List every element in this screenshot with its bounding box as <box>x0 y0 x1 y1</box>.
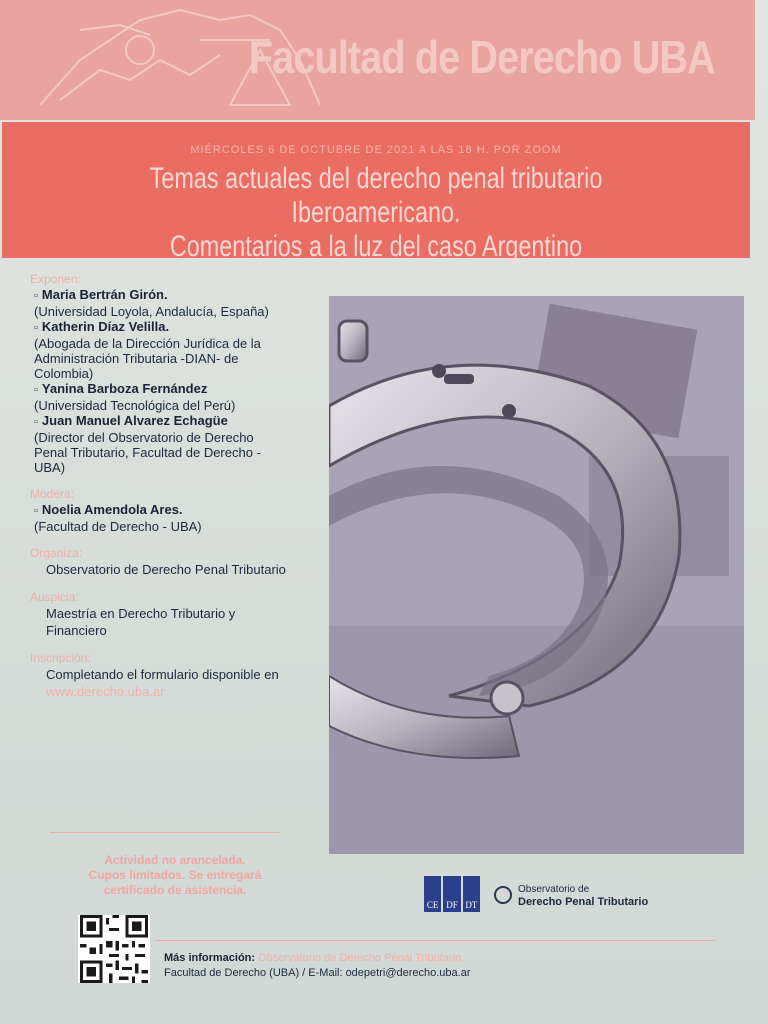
divider <box>155 940 715 941</box>
inscripcion-description: Completando el formulario disponible en <box>46 667 279 682</box>
event-title <box>84 162 667 264</box>
bullet-icon: ▫ <box>34 505 38 517</box>
notice-text <box>55 853 295 898</box>
event-title-line1: Temas actuales del derecho penal tributario Iberoamericano. <box>149 162 603 229</box>
speaker-affiliation: (Director del Observatorio de Derecho Penal Tributario, Facultad de Derecho - UBA) <box>34 430 261 475</box>
registration-link[interactable]: www.derecho.uba.ar <box>46 684 165 699</box>
observatorio-link[interactable]: Observatorio de Derecho Penal Tributario, <box>258 952 465 964</box>
exponen-label: Exponen: <box>30 272 81 286</box>
divider <box>50 832 280 833</box>
cedf-logo-block: DT <box>463 876 480 912</box>
observatorio-ring-icon <box>494 886 512 904</box>
notice-line: Actividad no arancelada. <box>104 853 246 867</box>
bullet-icon: ▫ <box>34 290 38 302</box>
handcuffs-photo <box>329 296 744 854</box>
more-info-label: Más información: <box>164 952 256 964</box>
header-band <box>0 0 755 120</box>
header-title: Facultad de Derecho UBA <box>248 31 715 83</box>
speaker-item <box>34 287 290 319</box>
speaker-item <box>34 319 290 381</box>
event-date: MIÉRCOLES 6 DE OCTUBRE DE 2021 A LAS 18 H. POR ZOOM <box>190 144 562 156</box>
observatorio-logo <box>494 884 684 914</box>
bullet-icon: ▫ <box>34 322 38 334</box>
bullet-icon: ▫ <box>34 416 38 428</box>
auspicia-text: Maestría en Derecho Tributario y Financiero <box>46 606 236 638</box>
organiza-label: Organiza: <box>30 546 83 560</box>
speaker-item <box>34 413 290 475</box>
more-info <box>164 951 470 981</box>
modera-label: Modera: <box>30 487 75 501</box>
speaker-name: Juan Manuel Alvarez Echagüe <box>41 413 228 428</box>
speaker-name: Yanina Barboza Fernández <box>41 381 208 396</box>
observatorio-logo-line2: Derecho Penal Tributario <box>518 896 649 908</box>
organiza-text: Observatorio de Derecho Penal Tributario <box>46 562 286 577</box>
qr-code-icon[interactable] <box>78 915 150 983</box>
moderator-name: Noelia Amendola Ares. <box>41 502 183 517</box>
moderator-item <box>34 502 290 534</box>
observatorio-logo-line1: Observatorio de <box>518 884 590 895</box>
cedf-logo <box>424 876 480 912</box>
event-band <box>2 122 750 263</box>
moderator-affiliation: (Facultad de Derecho - UBA) <box>34 519 202 534</box>
auspicia-label: Auspicia: <box>30 590 79 604</box>
event-title-line2: Comentarios a la luz del caso Argentino <box>169 230 583 263</box>
notice-line: certificado de asistencia. <box>103 883 247 897</box>
details-column <box>30 272 290 700</box>
cedf-logo-block: DF <box>443 876 460 912</box>
inscripcion-label: Inscripción: <box>30 651 91 665</box>
speaker-affiliation: (Universidad Loyola, Andalucía, España) <box>34 304 269 319</box>
handcuffs-image <box>329 296 744 854</box>
speaker-affiliation: (Universidad Tecnológica del Perú) <box>34 398 236 413</box>
bullet-icon: ▫ <box>34 384 38 396</box>
inscripcion-text <box>46 666 290 700</box>
speaker-name: Katherin Díaz Velilla. <box>41 319 170 334</box>
notice-line: Cupos limitados. Se entregará <box>88 868 262 882</box>
speaker-name: Maria Bertrán Girón. <box>41 287 168 302</box>
speaker-item <box>34 381 290 413</box>
contact-line: Facultad de Derecho (UBA) / E-Mail: odepetri@derecho.uba.ar <box>164 967 471 979</box>
speaker-affiliation: (Abogada de la Dirección Jurídica de la Administración Tributaria -DIAN- de Colombia) <box>34 336 261 381</box>
cedf-logo-block: CE <box>424 876 441 912</box>
